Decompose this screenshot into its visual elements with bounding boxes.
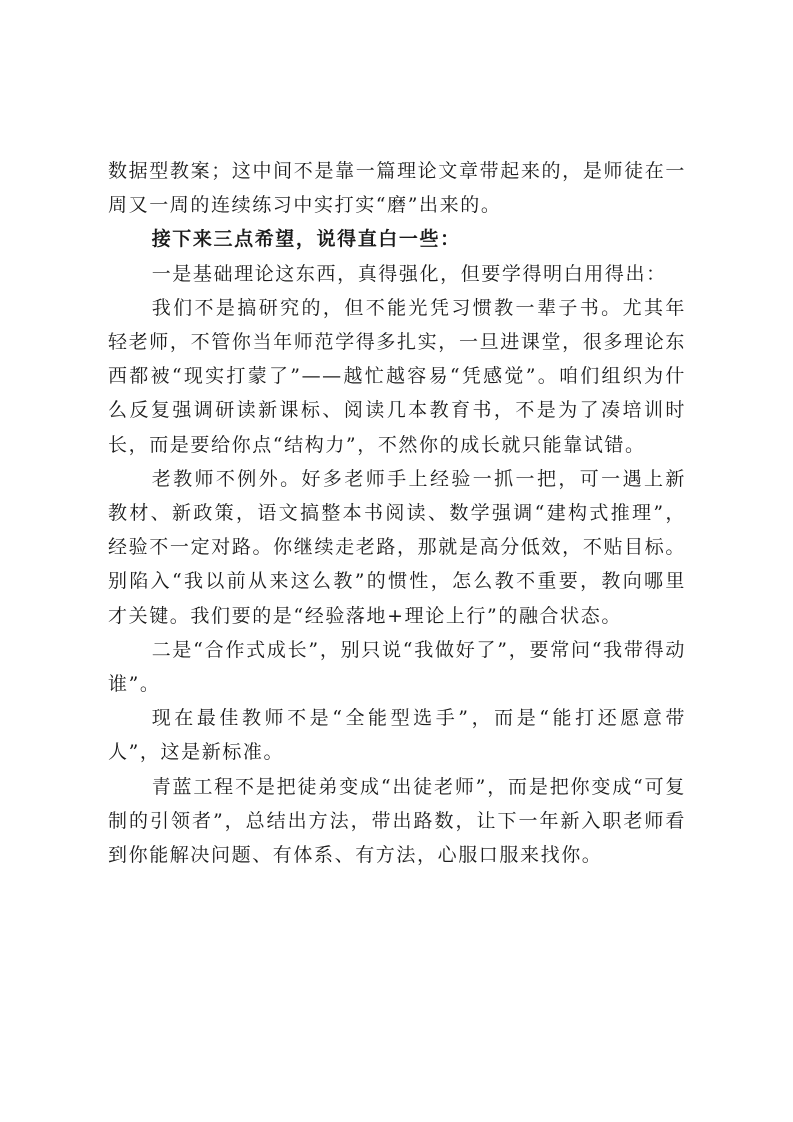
paragraph-qinglan-project: 青蓝工程不是把徒弟变成“出徒老师”，而是把你变成“可复制的引领者”，总结出方法，带出路数，让下一年新入职老师看到你能解决问题、有体系、有方法，心服口服来找你。	[108, 775, 686, 867]
paragraph-best-teacher: 现在最佳教师不是“全能型选手”，而是“能打还愿意带人”，这是新标准。	[108, 707, 686, 764]
paragraph-young-teachers: 我们不是搞研究的，但不能光凭习惯教一辈子书。尤其年轻老师，不管你当年师范学得多扎实，一旦进课堂，很多理论东西都被“现实打蒙了”——越忙越容易“凭感觉”。咱们组织为什么反复强调研读新课标、阅读几本教育书，不是为了凑培训时长，而是要给你点“结构力”，不然你的成长就只能靠试错。	[108, 296, 686, 456]
paragraph-point-two: 二是“合作式成长”，别只说“我做好了”，要常问“我带得动谁”。	[108, 638, 686, 696]
paragraph-senior-teachers: 老教师不例外。好多老师手上经验一抓一把，可一遇上新教材、新政策，语文搞整本书阅读、数学强调“建构式推理”，经验不一定对路。你继续走老路，那就是高分低效，不贴目标。别陷入“我以前从来这么教”的惯性，怎么教不重要，教向哪里才关键。我们要的是“经验落地+理论上行”的融合状态。	[108, 467, 686, 627]
paragraph-heading-three-hopes: 接下来三点希望，说得直白一些：	[151, 228, 461, 251]
paragraph-point-one: 一是基础理论这东西，真得强化，但要学得明白用得出：	[151, 262, 667, 285]
paragraph-continuation: 数据型教案；这中间不是靠一篇理论文章带起来的，是师徒在一周又一周的连续练习中实打实“磨”出来的。	[108, 160, 686, 217]
document-body	[108, 154, 686, 872]
